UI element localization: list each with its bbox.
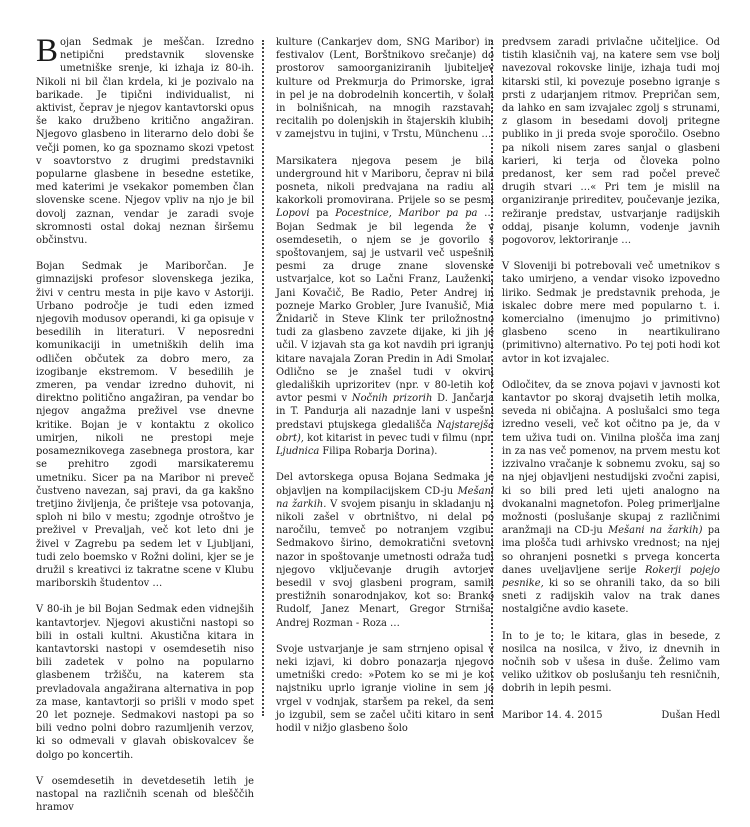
signature-line (502, 709, 720, 722)
paragraph: V Sloveniji bi potrebovali več umetnikov s tako umirjeno, a vendar visoko izpovedno liriko. Sedmak je predstavnik prehoda, je iskalec dobre mere med popularno t. i. komercialno (imenujmo jo primitivno) glasbeno sceno in neartikulirano (primitivno) alternativo. Po tej poti hodi kot avtor in kot izvajalec. (502, 261, 720, 365)
paragraph: Del avtorskega opusa Bojana Sedmaka je objavljen na kompilacijskem CD-ju Mešani na žarkih. V svojem pisanju in skladanju ni nikoli zašel v obrtništvo, ni delal po naročilu, temveč po notranjem vzgibu. Sedmakovo širino, demokratični svetovni nazor in spoštovanje umetnosti odraža tudi njegovo vključevanje drugih avtorjev besedil v svoj glasbeni program, samih prestižnih sonarodnjakov, kot so: Branko Rudolf, Janez Menart, Gregor Strniša, Andrej Rozman - Roza … (276, 472, 495, 629)
album-title: Mešani na žarkih. (276, 485, 494, 510)
text-column-1 (36, 33, 254, 827)
work-title: Najstarejša obrt), (276, 419, 494, 444)
paragraph: Odločitev, da se znova pojavi v javnosti kot kantavtor po skoraj dvajsetih letih molka, seveda ni običajna. A poslušalci smo tega izredno veseli, več kot očitno pa je, da v tem uživa tudi on. Vinilna plošča ima zanj in za nas več pomenov, na prvem mestu kot izzivalno vračanje k sobnemu zvoku, saj so na njej objavljeni nestudijski zvočni zapisi, ki so bili pred leti ujeti analogno na dvokanalni magnetofon. Poleg primerljalne možnosti (poslušanje skupaj z različnimi aranžmaji na CD-ju Mešani na žarkih) pa ima plošča tudi arhivsko vrednost; na njej so ohranjeni posnetki s prvega koncerta danes uveljavljene serije Rokerji pojejo pesnike, ki so se ohranili tako, da so bili sneti z radijskih valov na trak danes nostalgične avdio kasete. (502, 379, 720, 616)
paragraph: Marsikatera njegova pesem je bila underground hit v Mariboru, čeprav ni bila posneta, nikoli predvajana na radiu ali kakorkoli promovirana. Prijele so se pesmi Lopovi pa Pocestnice, Maribor pa pa … Bojan Sedmak je bil legenda že v osemdesetih, o njem se je govorilo s spoštovanjem, saj je ustvaril več uspešnih pesmi za druge znane slovenske ustvarjalce, kot so Lačni Franz, Lauženki, Jani Kovačič, Be Radio, Peter Andrej in pozneje Marko Grobler, Jure Ivanušič, Mia Žnidarič in Steve Klink ter priložnostno tudi za glasbeno zavzete dijake, ki jih je učil. V izjavah sta ga kot navdih pri igranju kitare navajala Zoran Predin in Adi Smolar. Odlično se je znašel tudi v okviru gledaliških uprizoritev (npr. v 80-letih kot avtor pesmi v Nočnih prizorih D. Jančarja in T. Pandurja ali nazadnje lani v uspešni predstavi ptujskega gledališča Najstarejša obrt), kot kitarist in pevec tudi v filmu (npr. Ljudnica Filipa Robarja Dorina). (276, 155, 494, 458)
author-name: Dušan Hedl (661, 709, 720, 721)
song-title: Pocestnice, Maribor pa pa (335, 208, 478, 220)
work-title: Ljudnica (276, 446, 320, 458)
paragraph: In to je to; le kitara, glas in besede, z nosilca na nosilca, v živo, iz dnevnih in nočnih sob v ušesa in duše. Želimo vam veliko užitkov ob poslušanju teh resničnih, dobrih in lepih pesmi. (502, 630, 720, 695)
song-title: Lopovi (276, 208, 310, 220)
work-title: Nočnih prizorih (351, 393, 433, 405)
text-column-3 (502, 36, 720, 722)
paragraph: predvsem zaradi privlačne učiteljice. Od tistih klasičnih vaj, na katere sem vse bolj navezoval rokovske linije, izhaja tudi moj kitarski stil, ki povezuje posebno igranje s prsti z udarjanjem ritmov. Prepričan sem, da lahko en sam izvajalec zgolj s strunami, z glasom in besedami dovolj pritegne publiko in ji preda svoje sporočilo. Osebno pa nikoli nisem zares sanjal o glasbeni karieri, ki terja od človeka polno predanost, ker sem rad počel preveč drugih stvari …« Pri tem je mislil na organiziranje prireditev, poučevanje jezika, režiranje predstav, ustvarjanje radijskih oddaj, pisanje kolumn, vodenje javnih pogovorov, lektoriranje … (502, 37, 720, 247)
paragraph: V osemdesetih in devetdesetih letih je nastopal na različnih scenah od blešččih hramov (36, 775, 254, 814)
column-divider (262, 40, 264, 716)
paragraph: kulture (Cankarjev dom, SNG Maribor) in festivalov (Lent, Borštnikovo srečanje) do prostorov samoorganiziranih ljubiteljev kulture od Prekmurja do Primorske, igral in pel je na dobrodelnih koncertih, v šolah in bolnišnicah, na mnogih razstavah, recitalih po dolenjskih in štajerskih klubih, v zamejstvu in tujini, v Trstu, Münchenu … (276, 37, 494, 141)
text-column-2 (276, 36, 494, 748)
album-title: Mešani na žarkih) (608, 525, 703, 537)
column-divider (491, 40, 493, 716)
drop-cap: B (36, 33, 59, 69)
paragraph: Svoje ustvarjanje je sam strnjeno opisal v neki izjavi, ki dobro ponazarja njegovo umetniški credo: »Potem ko se mi je kot najstniku uprlo igranje violine in sem jo vrgel v vodnjak, staršem pa rekel, da sem jo izgubil, sem se začel učiti kitaro in sem hodil v nižjo glasbeno šolo (276, 643, 494, 734)
series-title: Rokerji pojejo pesnike, (502, 564, 720, 589)
paragraph: V 80-ih je bil Bojan Sedmak eden vidnejših kantavtorjev. Njegovi akustični nastopi so bili in ostali kultni. Akustična kitara in kantavtorski nastopi v osemdesetih niso bili zadetek v polno na popularno glasbenem tržišču, na katerem sta prevladovala angažirana alternativa in pop za mase, kantavtorji so prišli v modo spet 20 let pozneje. Sedmakovi nastopi pa so bili vedno polni dobro razumljenih verzov, ki so odmevali v glavah obiskovalcev še dolgo po koncertih. (36, 604, 254, 761)
paragraph: Bojan Sedmak je Mariborčan. Je gimnazijski profesor slovenskega jezika, živi v centru mesta in pije kavo v Astoriji. Urbano področje je tudi eden izmed njegovih modusov operandi, ki ga opisuje v besedilih in literaturi. V neposredni komunikaciji in umetniških delih ima odličen občutek za dobro mero, za izogibanje ekstremom. V besedilih je zmeren, pa vendar izredno duhovit, ni direktno politično angažiran, pa vendar bo njegov angažma preživel vse dnevne kritike. Bojan je v kontaktu z okolico umirjen, nikoli ne prestopi meje posameznikovega zasebnega prostora, kar se prehitro zgodi marsikateremu umetniku. Sicer pa na Maribor ni preveč čustveno navezan, saj pravi, da ga kakšno tretjino življenja, če prišteje vsa potovanja, sploh ni bilo v mestu; zgodnje otroštvo je preživel v Prevaljah, več kot leto dni je živel v Zagrebu pa sedem let v Ljubljani, tudi zelo boemsko v Rožni dolini, kjer se je družil s kreativci iz takratne scene v Klubu mariborskih študentov … (36, 261, 254, 590)
place-date: Maribor 14. 4. 2015 (502, 709, 603, 721)
paragraph: Bojan Sedmak je meščan. Izredno netipični predstavnik slovenske umetniške srenje, ki izhaja iz 80-ih. Nikoli ni bil član krdela, ki je pozivalo na barikade. Je tipični individualist, ni aktivist, čeprav je njegov kantavtorski opus še kako družbeno kritično angažiran. Njegovo glasbeno in literarno delo dobi še večji pomen, ko ga spoznamo skozi vpetost v soavtorstvo z drugimi predstavniki popularne glasbene in besedne estetike, med katerimi je vsekakor pomemben član slovenske scene. Njegov vpliv na njo je bil dovolj zaznan, vendar je zaradi svoje skromnosti ostal dokaj neznan širšemu občinstvu. (36, 33, 254, 247)
